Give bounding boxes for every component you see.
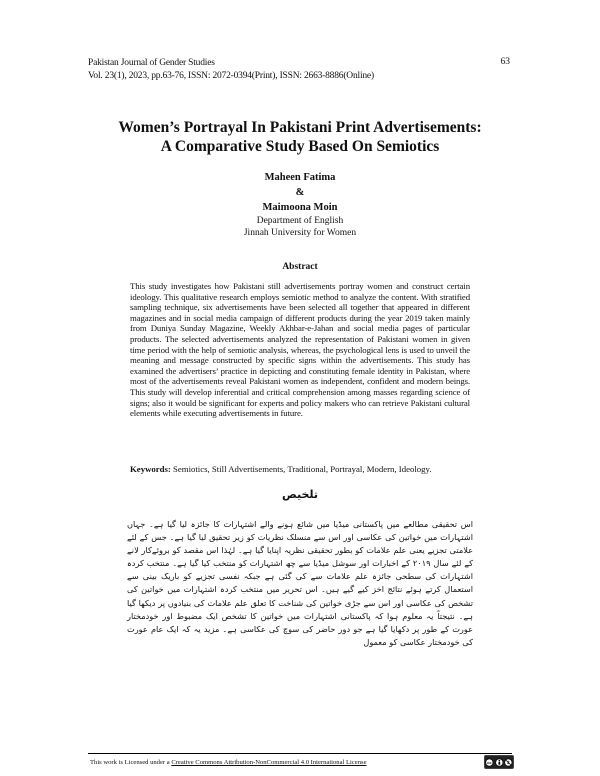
nc-icon xyxy=(504,758,513,767)
title-line-2: A Comparative Study Based On Semiotics xyxy=(160,138,440,155)
by-icon xyxy=(495,758,504,767)
keywords-label: Keywords: xyxy=(130,464,171,474)
urdu-abstract-text: اس تحقیقی مطالعے میں پاکستانی میڈیا میں شائع ہونے والے اشتہارات کا جائزہ لیا گیا ہے۔ جہاں اشتہارات میں خواتین کی عکاسی اور اس سے منسلک نظریات کو زیر تحقیق لیا گیا ہے۔ جس کے لئے علامتی تجزیے یعنی علم علامات کو بطور تحقیقی نظریہ اپنایا گیا ہے۔ لہٰذا اس مقصد کو بروئےکار لانے کے لئے سال ۲۰۱۹ کے اخبارات اور سوشل میڈیا سے چھ اشتہارات کو منتخب کیا گیا ہے۔ منتخب کردہ اشتہارات کی سطحی جائزہ علم علامات سے کی گئی ہے جبکہ نفسی تجزیے کو باریک بینی سے استعمال کرتے ہوئے نتائج اخز کیے گیے ہیں۔ اس تحریر میں منتخب کردہ اشتہارات میں خواتین کی تشخص کی عکاسی اور اس سے جڑی خواتین کی شناخت کا تعلق علم علامات کی بنیادوں پر دیکھا گیا ہے۔ نتیجتاً یہ معلوم ہوا کہ پاکستانی اشتہارات میں خواتین کا تشخص ایک مضبوط اور خودمختار عورت کے طور پر دکھایا گیا ہے جو دور حاضر کی سوچ کی عکاسی ہے۔ مزید یہ کہ ایک عام عورت کی خودمختار عکاسی کو معمول xyxy=(127,519,473,647)
author-block xyxy=(100,170,500,239)
page-number: 63 xyxy=(500,57,510,67)
title-line-1: Women’s Portrayal In Pakistani Print Advertisements: xyxy=(118,119,482,136)
author-2: Maimoona Moin xyxy=(262,202,338,213)
paper-title xyxy=(60,118,540,156)
running-head xyxy=(88,57,374,83)
author-ampersand: & xyxy=(295,187,305,198)
footer-divider xyxy=(88,753,512,754)
urdu-abstract-heading: تلخیص xyxy=(281,488,319,501)
cc-by-nc-icon[interactable] xyxy=(484,755,514,769)
keywords-line xyxy=(130,464,490,475)
journal-name: Pakistan Journal of Gender Studies xyxy=(88,58,215,68)
keywords-text: Semiotics, Still Advertisements, Traditional, Portrayal, Modern, Ideology. xyxy=(173,464,432,474)
cc-icon xyxy=(485,758,494,767)
license-link[interactable]: Creative Commons Attribution-NonCommercial 4.0 International License xyxy=(171,759,367,766)
university: Jinnah University for Women xyxy=(243,228,357,238)
license-statement xyxy=(90,758,367,767)
svg-text:cc: cc xyxy=(487,759,492,765)
abstract-text: This study investigates how Pakistani still advertisements portray women and construct certain ideology. This qualitative research employs semiotic method to analyze the content. With stratified sampling technique, six advertisements have been selected all together that appeared in different magazines and in social media campaign of different products during the year 2019 taken mainly from Duniya Sunday Magazine, Weekly Akhbar-e-Jahan and social media pages of particular products. The selected advertisements analyzed the representation of Pakistani women in given time period with the help of semiotic analysis, whereas, the psychological lens is used to unveil the meaning and message constructed by specific signs within the advertisements. This study has examined the advertisers’ practice in depicting and constituting female identity in Pakistan, where most of the advertisements reveal Pakistani women as independent, confident and modern beings. This study will develop inferential and critical comprehension among masses regarding science of signs; also it would be significant for experts and policy makers who can retrieve Pakistani cultural elements while executing advertisements in future. xyxy=(130,281,470,419)
department: Department of English xyxy=(256,216,344,226)
license-prefix: This work is Licensed under a xyxy=(90,759,170,766)
abstract-heading: Abstract xyxy=(282,262,318,272)
author-1: Maheen Fatima xyxy=(264,172,336,183)
journal-citation: Vol. 23(1), 2023, pp.63-76, ISSN: 2072-0394(Print), ISSN: 2663-8886(Online) xyxy=(88,71,374,81)
